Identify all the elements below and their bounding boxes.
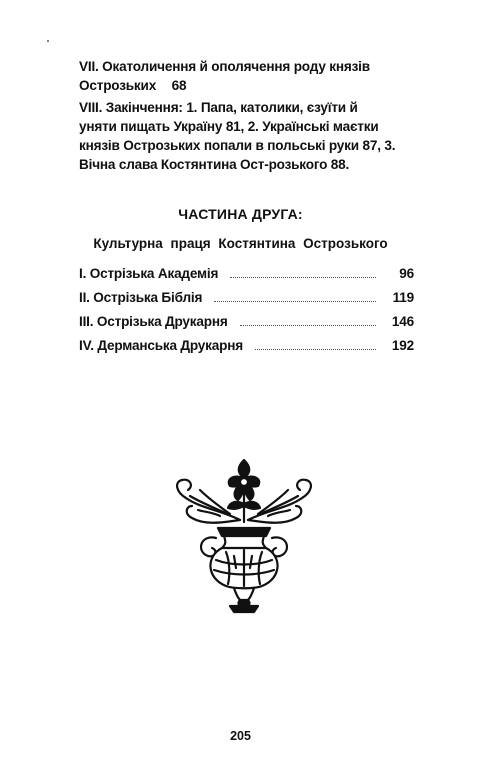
- toc-entry-label: І. Острізька Академія: [79, 266, 219, 281]
- toc-entry: [79, 290, 414, 314]
- part-two-subheading: Культурна праця Костянтина Острозького: [93, 236, 388, 251]
- chapter-viii-line-2: уняти пищать Україну 81, 2. Українські маєтки: [79, 119, 379, 134]
- toc-entry: [79, 314, 414, 338]
- page-number: 205: [230, 729, 251, 743]
- chapter-vii-line-2-text: Острозьких: [79, 78, 157, 93]
- toc-entry: [79, 266, 414, 290]
- toc-entry-label: ІІІ. Острізька Друкарня: [79, 314, 228, 329]
- part-two-contents: [79, 266, 414, 362]
- dot-leader: [255, 349, 376, 350]
- part-two-heading: ЧАСТИНА ДРУГА:: [178, 206, 303, 222]
- vase-with-flowers-icon: [160, 452, 328, 620]
- toc-entry-page: 96: [399, 266, 414, 281]
- chapter-vii-line-1: VII. Окатоличення й ополячення роду князів: [79, 59, 370, 74]
- toc-chapter-vii: [79, 57, 426, 95]
- toc-entry-page: 192: [391, 338, 414, 353]
- dot-leader: [240, 325, 376, 326]
- dot-leader: [230, 277, 376, 278]
- chapter-vii-line-2: [79, 76, 426, 95]
- toc-entry-label: ІІ. Острізька Біблія: [79, 290, 203, 305]
- chapter-viii-line-3: князів Острозьких попали в польські руки 87, 3.: [79, 138, 396, 153]
- toc-entry-page: 146: [391, 314, 414, 329]
- chapter-vii-page-number: 68: [171, 78, 187, 93]
- toc-entry-label: ІV. Дерманська Друкарня: [79, 338, 243, 353]
- chapter-viii-line-1: VIII. Закінчення: 1. Папа, католики, єзуїти й: [79, 100, 358, 115]
- toc-chapter-viii: [79, 98, 426, 174]
- toc-entry-page: 119: [392, 290, 414, 305]
- dot-leader: [214, 301, 376, 302]
- toc-entry: [79, 338, 414, 362]
- chapter-viii-line-4: Вічна слава Костянтина Ост-розького 88.: [79, 157, 350, 172]
- scan-speck: [47, 40, 49, 42]
